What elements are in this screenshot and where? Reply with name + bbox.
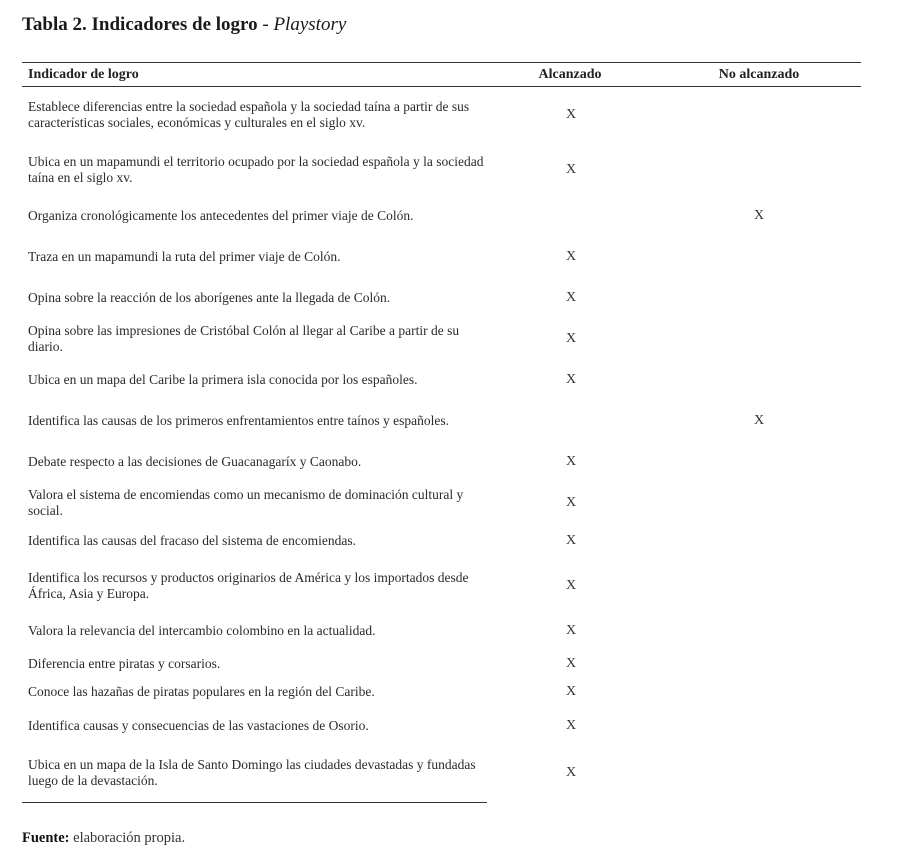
table-title-main: Tabla 2. Indicadores de logro [22, 14, 258, 35]
alcanzado-mark: X [565, 249, 577, 264]
alcanzado-mark: X [565, 290, 577, 305]
alcanzado-mark: X [565, 578, 577, 593]
header-alcanzado: Alcanzado [538, 67, 602, 82]
indicator-text: Identifica las causas de los primeros enfrentamientos entre taínos y españoles. [28, 413, 449, 428]
indicator-text: Ubica en un mapamundi el territorio ocupado por la sociedad española y la sociedad taína en el siglo xv. [28, 154, 484, 185]
table-top-rule [22, 62, 861, 63]
indicator-text: Opina sobre las impresiones de Cristóbal Colón al llegar al Caribe a partir de su diario. [28, 323, 460, 354]
alcanzado-mark: X [565, 718, 577, 733]
alcanzado-mark: X [565, 656, 577, 671]
source-text: elaboración propia. [69, 830, 186, 846]
indicator-text: Debate respecto a las decisiones de Guacanagaríx y Caonabo. [28, 454, 362, 469]
indicator-text: Diferencia entre piratas y corsarios. [28, 656, 221, 671]
source-label: Fuente: [22, 830, 70, 846]
indicator-text: Valora el sistema de encomiendas como un mecanismo de dominación cultural y social. [28, 487, 464, 518]
indicator-text: Identifica las causas del fracaso del sistema de encomiendas. [28, 533, 356, 548]
table-title [22, 14, 346, 36]
header-no-alcanzado: No alcanzado [718, 67, 800, 82]
indicator-text: Valora la relevancia del intercambio colombino en la actualidad. [28, 623, 376, 638]
no-alcanzado-mark: X [753, 208, 765, 223]
indicator-text: Traza en un mapamundi la ruta del primer viaje de Colón. [28, 249, 341, 264]
alcanzado-mark: X [565, 107, 577, 122]
alcanzado-mark: X [565, 765, 577, 780]
header-indicador: Indicador de logro [28, 67, 139, 82]
indicator-text: Ubica en un mapa de la Isla de Santo Domingo las ciudades devastadas y fundadas luego de la devastación. [28, 757, 476, 788]
indicator-text: Establece diferencias entre la sociedad española y la sociedad taína a partir de sus características sociales, económicas y culturales en el siglo xv. [28, 99, 470, 130]
table-title-separator: - [257, 14, 274, 35]
indicator-text: Opina sobre la reacción de los aborígenes ante la llegada de Colón. [28, 290, 391, 305]
indicator-text: Ubica en un mapa del Caribe la primera isla conocida por los españoles. [28, 372, 418, 387]
alcanzado-mark: X [565, 372, 577, 387]
alcanzado-mark: X [565, 623, 577, 638]
alcanzado-mark: X [565, 533, 577, 548]
indicator-text: Identifica los recursos y productos originarios de América y los importados desde África, Asia y Europa. [28, 570, 469, 601]
source-note [22, 830, 185, 847]
table-bottom-rule [22, 802, 487, 803]
alcanzado-mark: X [565, 495, 577, 510]
table-title-subtitle: Playstory [273, 14, 347, 35]
indicator-text: Identifica causas y consecuencias de las vastaciones de Osorio. [28, 718, 369, 733]
indicator-text: Conoce las hazañas de piratas populares en la región del Caribe. [28, 684, 375, 699]
alcanzado-mark: X [565, 684, 577, 699]
indicator-text: Organiza cronológicamente los antecedentes del primer viaje de Colón. [28, 208, 414, 223]
alcanzado-mark: X [565, 162, 577, 177]
alcanzado-mark: X [565, 454, 577, 469]
no-alcanzado-mark: X [753, 413, 765, 428]
alcanzado-mark: X [565, 331, 577, 346]
table-header-rule [22, 86, 861, 87]
